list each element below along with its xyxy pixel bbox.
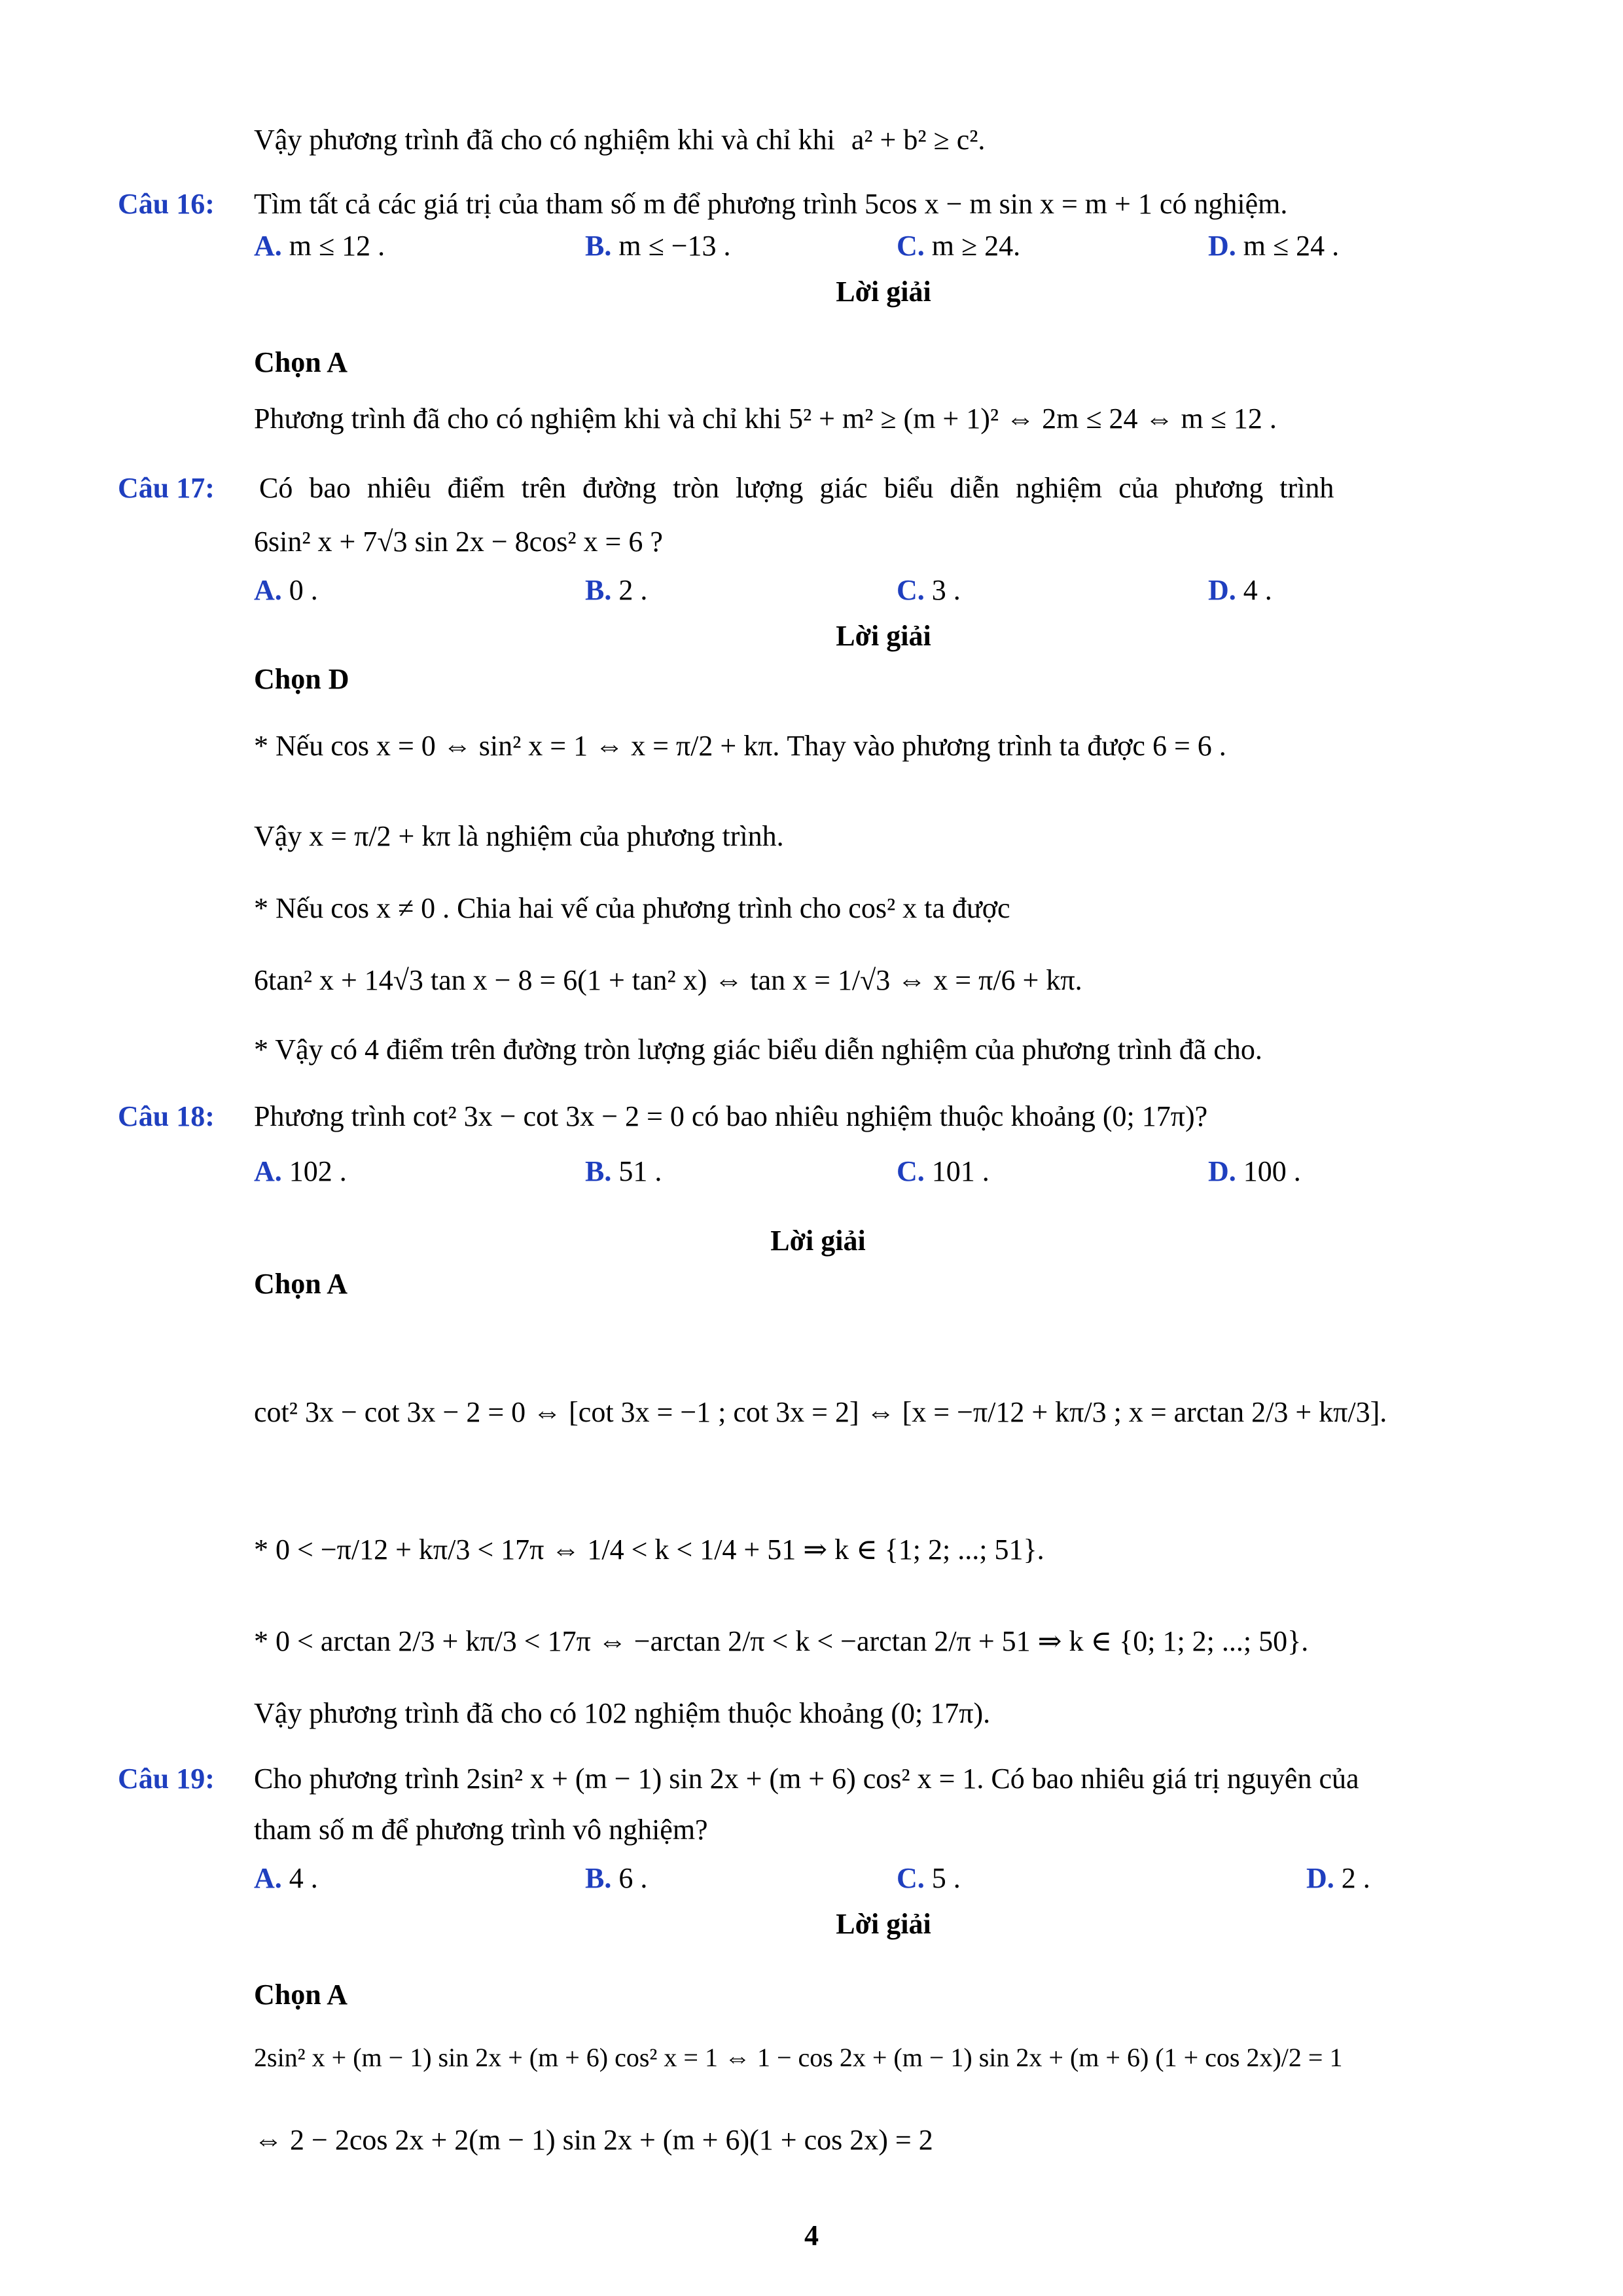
- q16-option-b: B. m ≤ −13 .: [585, 230, 731, 262]
- q17-option-b: B. 2 .: [585, 574, 648, 606]
- q17-solution-line-4: 6tan² x + 14√3 tan x − 8 = 6(1 + tan² x) ⇔ tan x = 1/√3 ⇔ x = π/6 + kπ.: [254, 964, 1082, 996]
- q19-solution-heading: Lời giải: [836, 1908, 931, 1940]
- q17-solution-line-5: * Vậy có 4 điểm trên đường tròn lượng giác biểu diễn nghiệm của phương trình đã cho.: [254, 1033, 1262, 1066]
- q16-option-c: C. m ≥ 24.: [897, 230, 1021, 262]
- q18-solution-line-3: * 0 < arctan 2/3 + kπ/3 < 17π ⇔ −arctan 2/π < k < −arctan 2/π + 51 ⇒ k ∈ {0; 1; 2; ...; 50}.: [254, 1625, 1309, 1657]
- q18-solution-line-1: cot² 3x − cot 3x − 2 = 0 ⇔ [cot 3x = −1 ; cot 3x = 2] ⇔ [x = −π/12 + kπ/3 ; x = arctan 2/3 + kπ/3].: [254, 1396, 1387, 1428]
- q18-solution-heading: Lời giải: [770, 1225, 866, 1257]
- question-17-label: Câu 17:: [118, 472, 215, 504]
- q17-option-c: C. 3 .: [897, 574, 961, 606]
- page-number: 4: [804, 2219, 819, 2251]
- question-19-text-2: tham số m để phương trình vô nghiệm?: [254, 1814, 708, 1846]
- q19-option-d: D. 2 .: [1306, 1862, 1370, 1894]
- intro-line: [254, 122, 985, 158]
- question-18-text: Phương trình cot² 3x − cot 3x − 2 = 0 có bao nhiêu nghiệm thuộc khoảng (0; 17π)?: [254, 1100, 1208, 1132]
- q19-solution-line-1: 2sin² x + (m − 1) sin 2x + (m + 6) cos² x = 1 ⇔ 1 − cos 2x + (m − 1) sin 2x + (m + 6) (1 + cos 2x)/2 = 1: [254, 2043, 1343, 2072]
- question-17-text: Có bao nhiêu điểm trên đường tròn lượng giác biểu diễn nghiệm của phương trình: [259, 472, 1334, 504]
- q18-option-b: B. 51 .: [585, 1155, 662, 1187]
- q17-option-a: A. 0 .: [254, 574, 318, 606]
- q18-option-a: A. 102 .: [254, 1155, 347, 1187]
- q19-option-c: C. 5 .: [897, 1862, 961, 1894]
- q18-option-c: C. 101 .: [897, 1155, 990, 1187]
- question-17-text-2: 6sin² x + 7√3 sin 2x − 8cos² x = 6 ?: [254, 526, 663, 558]
- intro-text: Vậy phương trình đã cho có nghiệm khi và chỉ khi: [254, 124, 835, 156]
- q19-solution-line-2: ⇔ 2 − 2cos 2x + 2(m − 1) sin 2x + (m + 6)(1 + cos 2x) = 2: [254, 2124, 933, 2156]
- intro-formula: a² + b² ≥ c².: [851, 124, 986, 156]
- question-19-text: Cho phương trình 2sin² x + (m − 1) sin 2x + (m + 6) cos² x = 1. Có bao nhiêu giá trị nguyên của: [254, 1763, 1359, 1795]
- q18-solution-line-4: Vậy phương trình đã cho có 102 nghiệm thuộc khoảng (0; 17π).: [254, 1697, 991, 1729]
- question-19-label: Câu 19:: [118, 1763, 215, 1795]
- question-18-label: Câu 18:: [118, 1100, 215, 1132]
- q17-choice: Chọn D: [254, 663, 349, 695]
- q18-option-d: D. 100 .: [1208, 1155, 1301, 1187]
- q16-option-d: D. m ≤ 24 .: [1208, 230, 1340, 262]
- q17-solution-line-3: * Nếu cos x ≠ 0 . Chia hai vế của phương trình cho cos² x ta được: [254, 892, 1010, 924]
- q17-solution-line-2: Vậy x = π/2 + kπ là nghiệm của phương trình.: [254, 820, 784, 852]
- question-16-label: Câu 16:: [118, 188, 215, 220]
- q16-solution-heading: Lời giải: [836, 276, 931, 308]
- question-16-text: Tìm tất cả các giá trị của tham số m để phương trình 5cos x − m sin x = m + 1 có nghiệm.: [254, 188, 1288, 220]
- q16-solution-line-1: Phương trình đã cho có nghiệm khi và chỉ khi 5² + m² ≥ (m + 1)² ⇔ 2m ≤ 24 ⇔ m ≤ 12 .: [254, 403, 1277, 435]
- q18-choice: Chọn A: [254, 1268, 348, 1300]
- q19-option-a: A. 4 .: [254, 1862, 318, 1894]
- q17-solution-line-1: * Nếu cos x = 0 ⇔ sin² x = 1 ⇔ x = π/2 + kπ. Thay vào phương trình ta được 6 = 6 .: [254, 730, 1226, 762]
- q16-option-a: A. m ≤ 12 .: [254, 230, 385, 262]
- q16-choice: Chọn A: [254, 346, 348, 378]
- q19-choice: Chọn A: [254, 1979, 348, 2011]
- q17-option-d: D. 4 .: [1208, 574, 1272, 606]
- q18-solution-line-2: * 0 < −π/12 + kπ/3 < 17π ⇔ 1/4 < k < 1/4 + 51 ⇒ k ∈ {1; 2; ...; 51}.: [254, 1534, 1044, 1566]
- q19-option-b: B. 6 .: [585, 1862, 648, 1894]
- q17-solution-heading: Lời giải: [836, 620, 931, 652]
